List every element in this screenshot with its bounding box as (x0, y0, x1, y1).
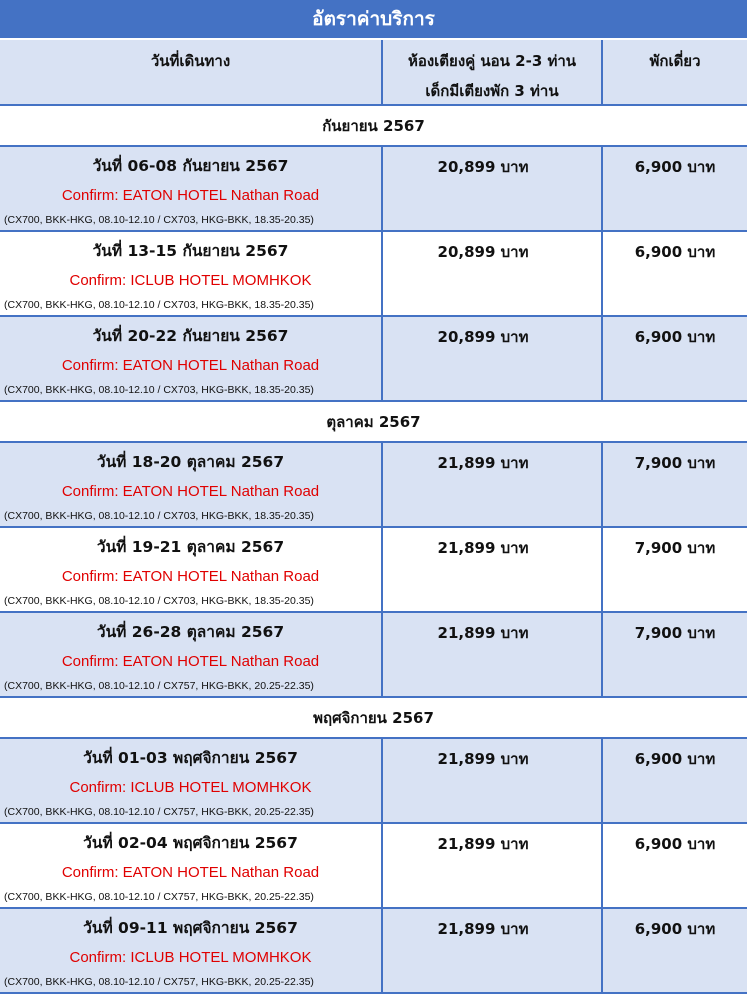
flight-info: (CX700, BKK-HKG, 08.10-12.10 / CX703, HKG-BKK, 18.35-20.35) (4, 384, 314, 396)
table-row (0, 613, 747, 698)
single-price-cell (603, 232, 747, 315)
travel-date: วันที่ 02-04 พฤศจิกายน 2567 (83, 834, 298, 852)
hotel-confirm: Confirm: EATON HOTEL Nathan Road (61, 187, 320, 204)
hotel-confirm: Confirm: EATON HOTEL Nathan Road (61, 864, 320, 881)
table-row (0, 317, 747, 402)
twin-price-cell (383, 147, 603, 230)
header-twin-line1: ห้องเตียงคู่ นอน 2-3 ท่าน (407, 52, 577, 70)
single-price: 6,900 บาท (634, 328, 716, 346)
single-price-cell (603, 147, 747, 230)
twin-price-cell (383, 613, 603, 696)
single-price-cell (603, 909, 747, 992)
single-price: 6,900 บาท (634, 750, 716, 768)
table-row (0, 528, 747, 613)
hotel-confirm: Confirm: EATON HOTEL Nathan Road (61, 653, 320, 670)
flight-info: (CX700, BKK-HKG, 08.10-12.10 / CX757, HKG-BKK, 20.25-22.35) (4, 680, 314, 692)
twin-price-cell (383, 909, 603, 992)
twin-price: 21,899 บาท (437, 539, 529, 557)
travel-date: วันที่ 20-22 กันยายน 2567 (92, 327, 289, 345)
table-title: อัตราค่าบริการ (0, 0, 747, 40)
twin-price: 21,899 บาท (437, 454, 529, 472)
table-row (0, 232, 747, 317)
travel-date-cell (0, 824, 383, 907)
single-price: 7,900 บาท (634, 454, 716, 472)
travel-date: วันที่ 19-21 ตุลาคม 2567 (96, 538, 285, 556)
flight-info: (CX700, BKK-HKG, 08.10-12.10 / CX703, HKG-BKK, 18.35-20.35) (4, 214, 314, 226)
header-twin-room (383, 40, 603, 104)
single-price-cell (603, 613, 747, 696)
twin-price-cell (383, 824, 603, 907)
month-header: ตุลาคม 2567 (0, 402, 747, 443)
table-row (0, 739, 747, 824)
single-price: 6,900 บาท (634, 920, 716, 938)
hotel-confirm: Confirm: EATON HOTEL Nathan Road (61, 357, 320, 374)
table-row (0, 909, 747, 994)
table-body (0, 106, 747, 994)
single-price-cell (603, 317, 747, 400)
travel-date-cell (0, 739, 383, 822)
travel-date: วันที่ 06-08 กันยายน 2567 (92, 157, 289, 175)
twin-price-cell (383, 528, 603, 611)
twin-price: 21,899 บาท (437, 920, 529, 938)
single-price: 6,900 บาท (634, 243, 716, 261)
travel-date-cell (0, 232, 383, 315)
flight-info: (CX700, BKK-HKG, 08.10-12.10 / CX703, HKG-BKK, 18.35-20.35) (4, 595, 314, 607)
month-header: กันยายน 2567 (0, 106, 747, 147)
travel-date-cell (0, 443, 383, 526)
hotel-confirm: Confirm: ICLUB HOTEL MOMHKOK (69, 949, 312, 966)
single-price: 6,900 บาท (634, 835, 716, 853)
single-price: 7,900 บาท (634, 624, 716, 642)
travel-date-cell (0, 909, 383, 992)
twin-price: 20,899 บาท (437, 328, 529, 346)
twin-price: 20,899 บาท (437, 158, 529, 176)
table-row (0, 824, 747, 909)
flight-info: (CX700, BKK-HKG, 08.10-12.10 / CX757, HKG-BKK, 20.25-22.35) (4, 806, 314, 818)
flight-info: (CX700, BKK-HKG, 08.10-12.10 / CX703, HKG-BKK, 18.35-20.35) (4, 299, 314, 311)
header-single-room: พักเดี่ยว (649, 52, 701, 70)
hotel-confirm: Confirm: EATON HOTEL Nathan Road (61, 483, 320, 500)
header-travel-date: วันที่เดินทาง (0, 40, 383, 104)
flight-info: (CX700, BKK-HKG, 08.10-12.10 / CX703, HKG-BKK, 18.35-20.35) (4, 510, 314, 522)
flight-info: (CX700, BKK-HKG, 08.10-12.10 / CX757, HKG-BKK, 20.25-22.35) (4, 976, 314, 988)
travel-date-cell (0, 528, 383, 611)
hotel-confirm: Confirm: EATON HOTEL Nathan Road (61, 568, 320, 585)
table-header-row (0, 40, 747, 106)
table-row (0, 443, 747, 528)
twin-price-cell (383, 739, 603, 822)
twin-price: 21,899 บาท (437, 624, 529, 642)
travel-date: วันที่ 18-20 ตุลาคม 2567 (96, 453, 285, 471)
single-price-cell (603, 528, 747, 611)
table-row (0, 147, 747, 232)
single-price-cell (603, 739, 747, 822)
twin-price-cell (383, 317, 603, 400)
travel-date: วันที่ 26-28 ตุลาคม 2567 (96, 623, 285, 641)
twin-price: 21,899 บาท (437, 835, 529, 853)
twin-price-cell (383, 443, 603, 526)
twin-price-cell (383, 232, 603, 315)
single-price-cell (603, 443, 747, 526)
hotel-confirm: Confirm: ICLUB HOTEL MOMHKOK (69, 779, 312, 796)
travel-date-cell (0, 317, 383, 400)
travel-date-cell (0, 147, 383, 230)
travel-date: วันที่ 01-03 พฤศจิกายน 2567 (83, 749, 298, 767)
twin-price: 20,899 บาท (437, 243, 529, 261)
hotel-confirm: Confirm: ICLUB HOTEL MOMHKOK (69, 272, 312, 289)
header-twin-line2: เด็กมีเตียงพัก 3 ท่าน (425, 82, 559, 100)
single-price: 6,900 บาท (634, 158, 716, 176)
twin-price: 21,899 บาท (437, 750, 529, 768)
month-header: พฤศจิกายน 2567 (0, 698, 747, 739)
single-price-cell (603, 824, 747, 907)
travel-date: วันที่ 13-15 กันยายน 2567 (92, 242, 289, 260)
travel-date: วันที่ 09-11 พฤศจิกายน 2567 (83, 919, 298, 937)
single-price: 7,900 บาท (634, 539, 716, 557)
flight-info: (CX700, BKK-HKG, 08.10-12.10 / CX757, HKG-BKK, 20.25-22.35) (4, 891, 314, 903)
travel-date-cell (0, 613, 383, 696)
